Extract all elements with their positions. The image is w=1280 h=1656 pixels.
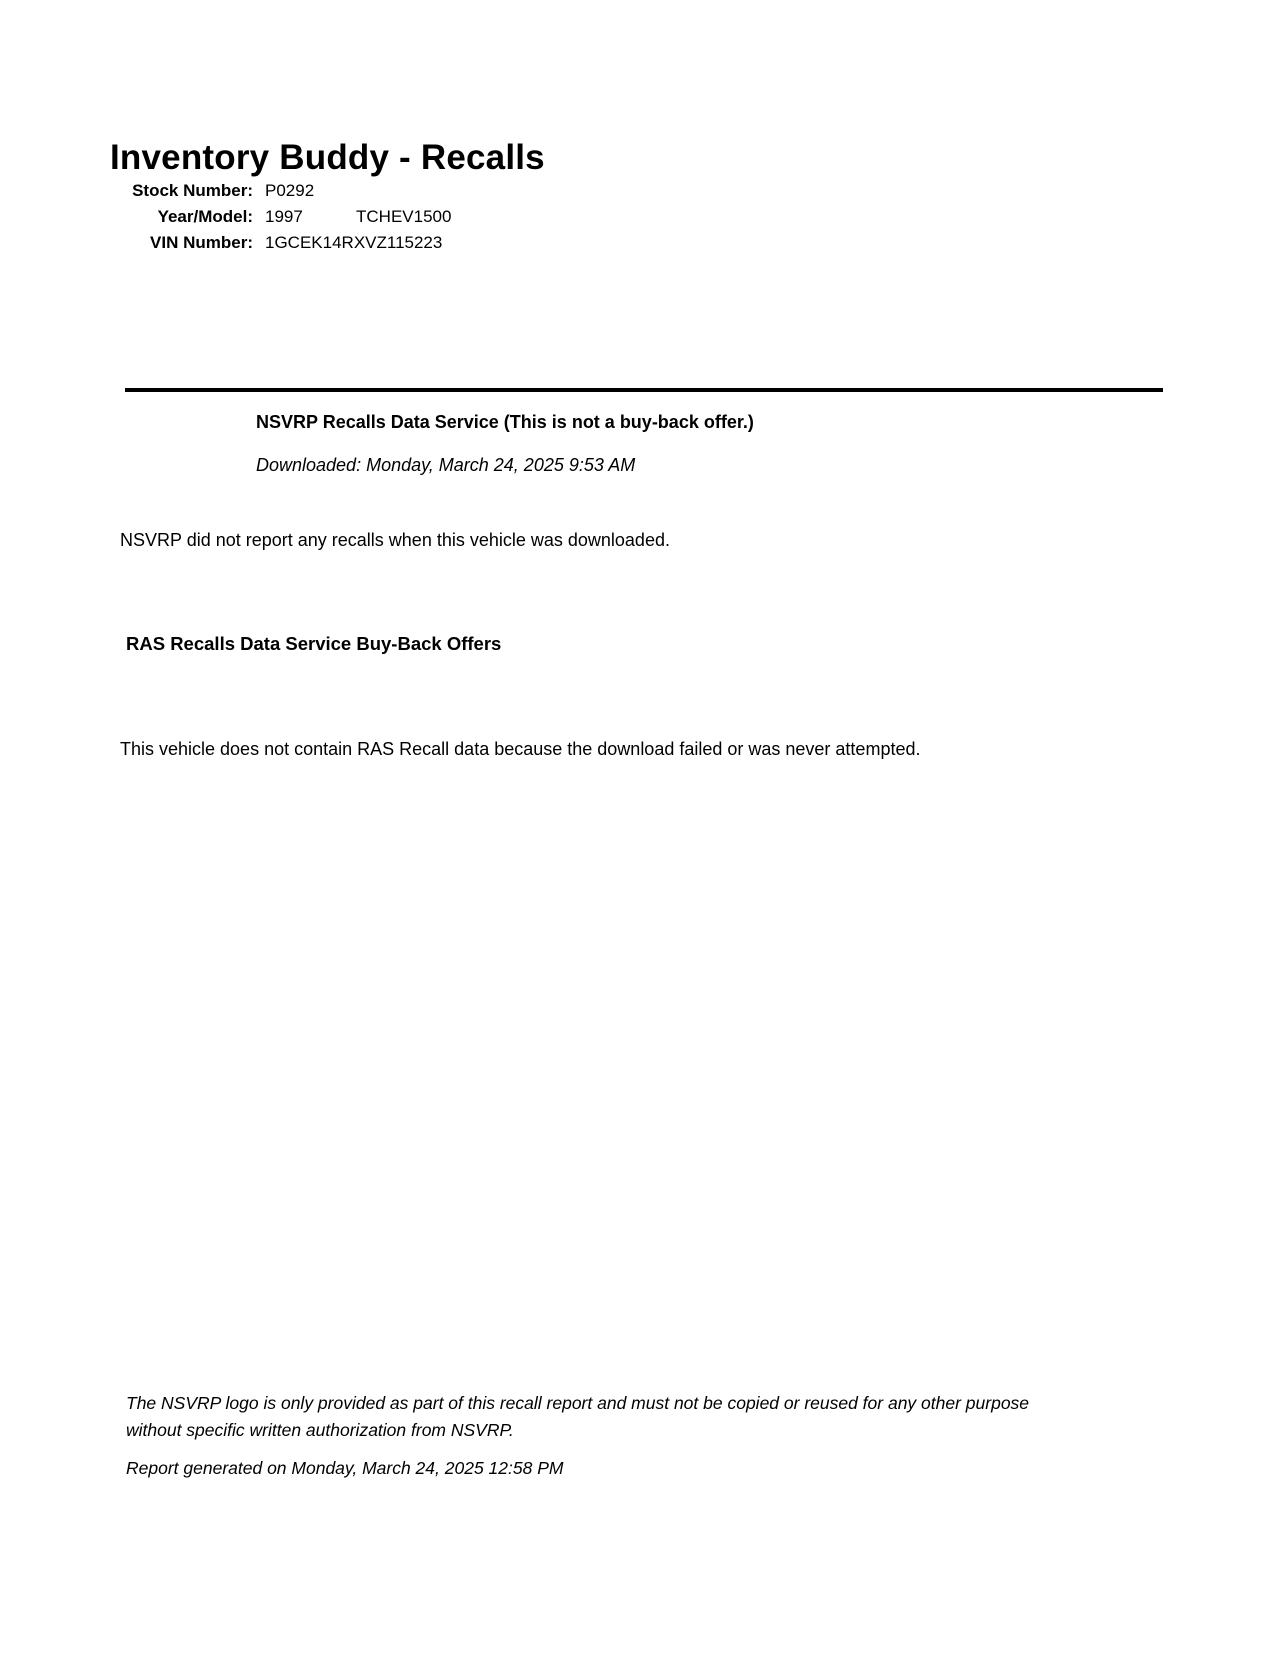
page-title: Inventory Buddy - Recalls [110,138,545,177]
year-model-row [110,204,451,230]
year-model-label: Year/Model: [157,207,253,226]
ras-section-heading: RAS Recalls Data Service Buy-Back Offers [126,633,502,654]
report-generated-text: Report generated on Monday, March 24, 2025 12:58 PM [126,1458,564,1478]
stock-number-row [110,178,451,204]
vehicle-info-block [110,178,451,256]
nsvrp-status-text: NSVRP did not report any recalls when this vehicle was downloaded. [120,530,670,550]
model-value: TCHEV1500 [356,207,452,226]
vin-number-row [110,230,451,256]
vin-number-value: 1GCEK14RXVZ115223 [265,233,443,252]
year-value: 1997 [265,207,303,226]
stock-number-label: Stock Number: [132,181,253,200]
nsvrp-section-heading: NSVRP Recalls Data Service (This is not a buy-back offer.) [256,412,754,432]
stock-number-value: P0292 [265,181,315,200]
download-timestamp: Downloaded: Monday, March 24, 2025 9:53 AM [256,455,636,475]
footer-disclaimer: The NSVRP logo is only provided as part of this recall report and must not be copied or reused for any other purpose without specific written authorization from NSVRP. [126,1393,1030,1440]
section-divider [125,388,1163,392]
vin-number-label: VIN Number: [150,233,253,252]
ras-status-text: This vehicle does not contain RAS Recall data because the download failed or was never attempted. [120,739,921,759]
